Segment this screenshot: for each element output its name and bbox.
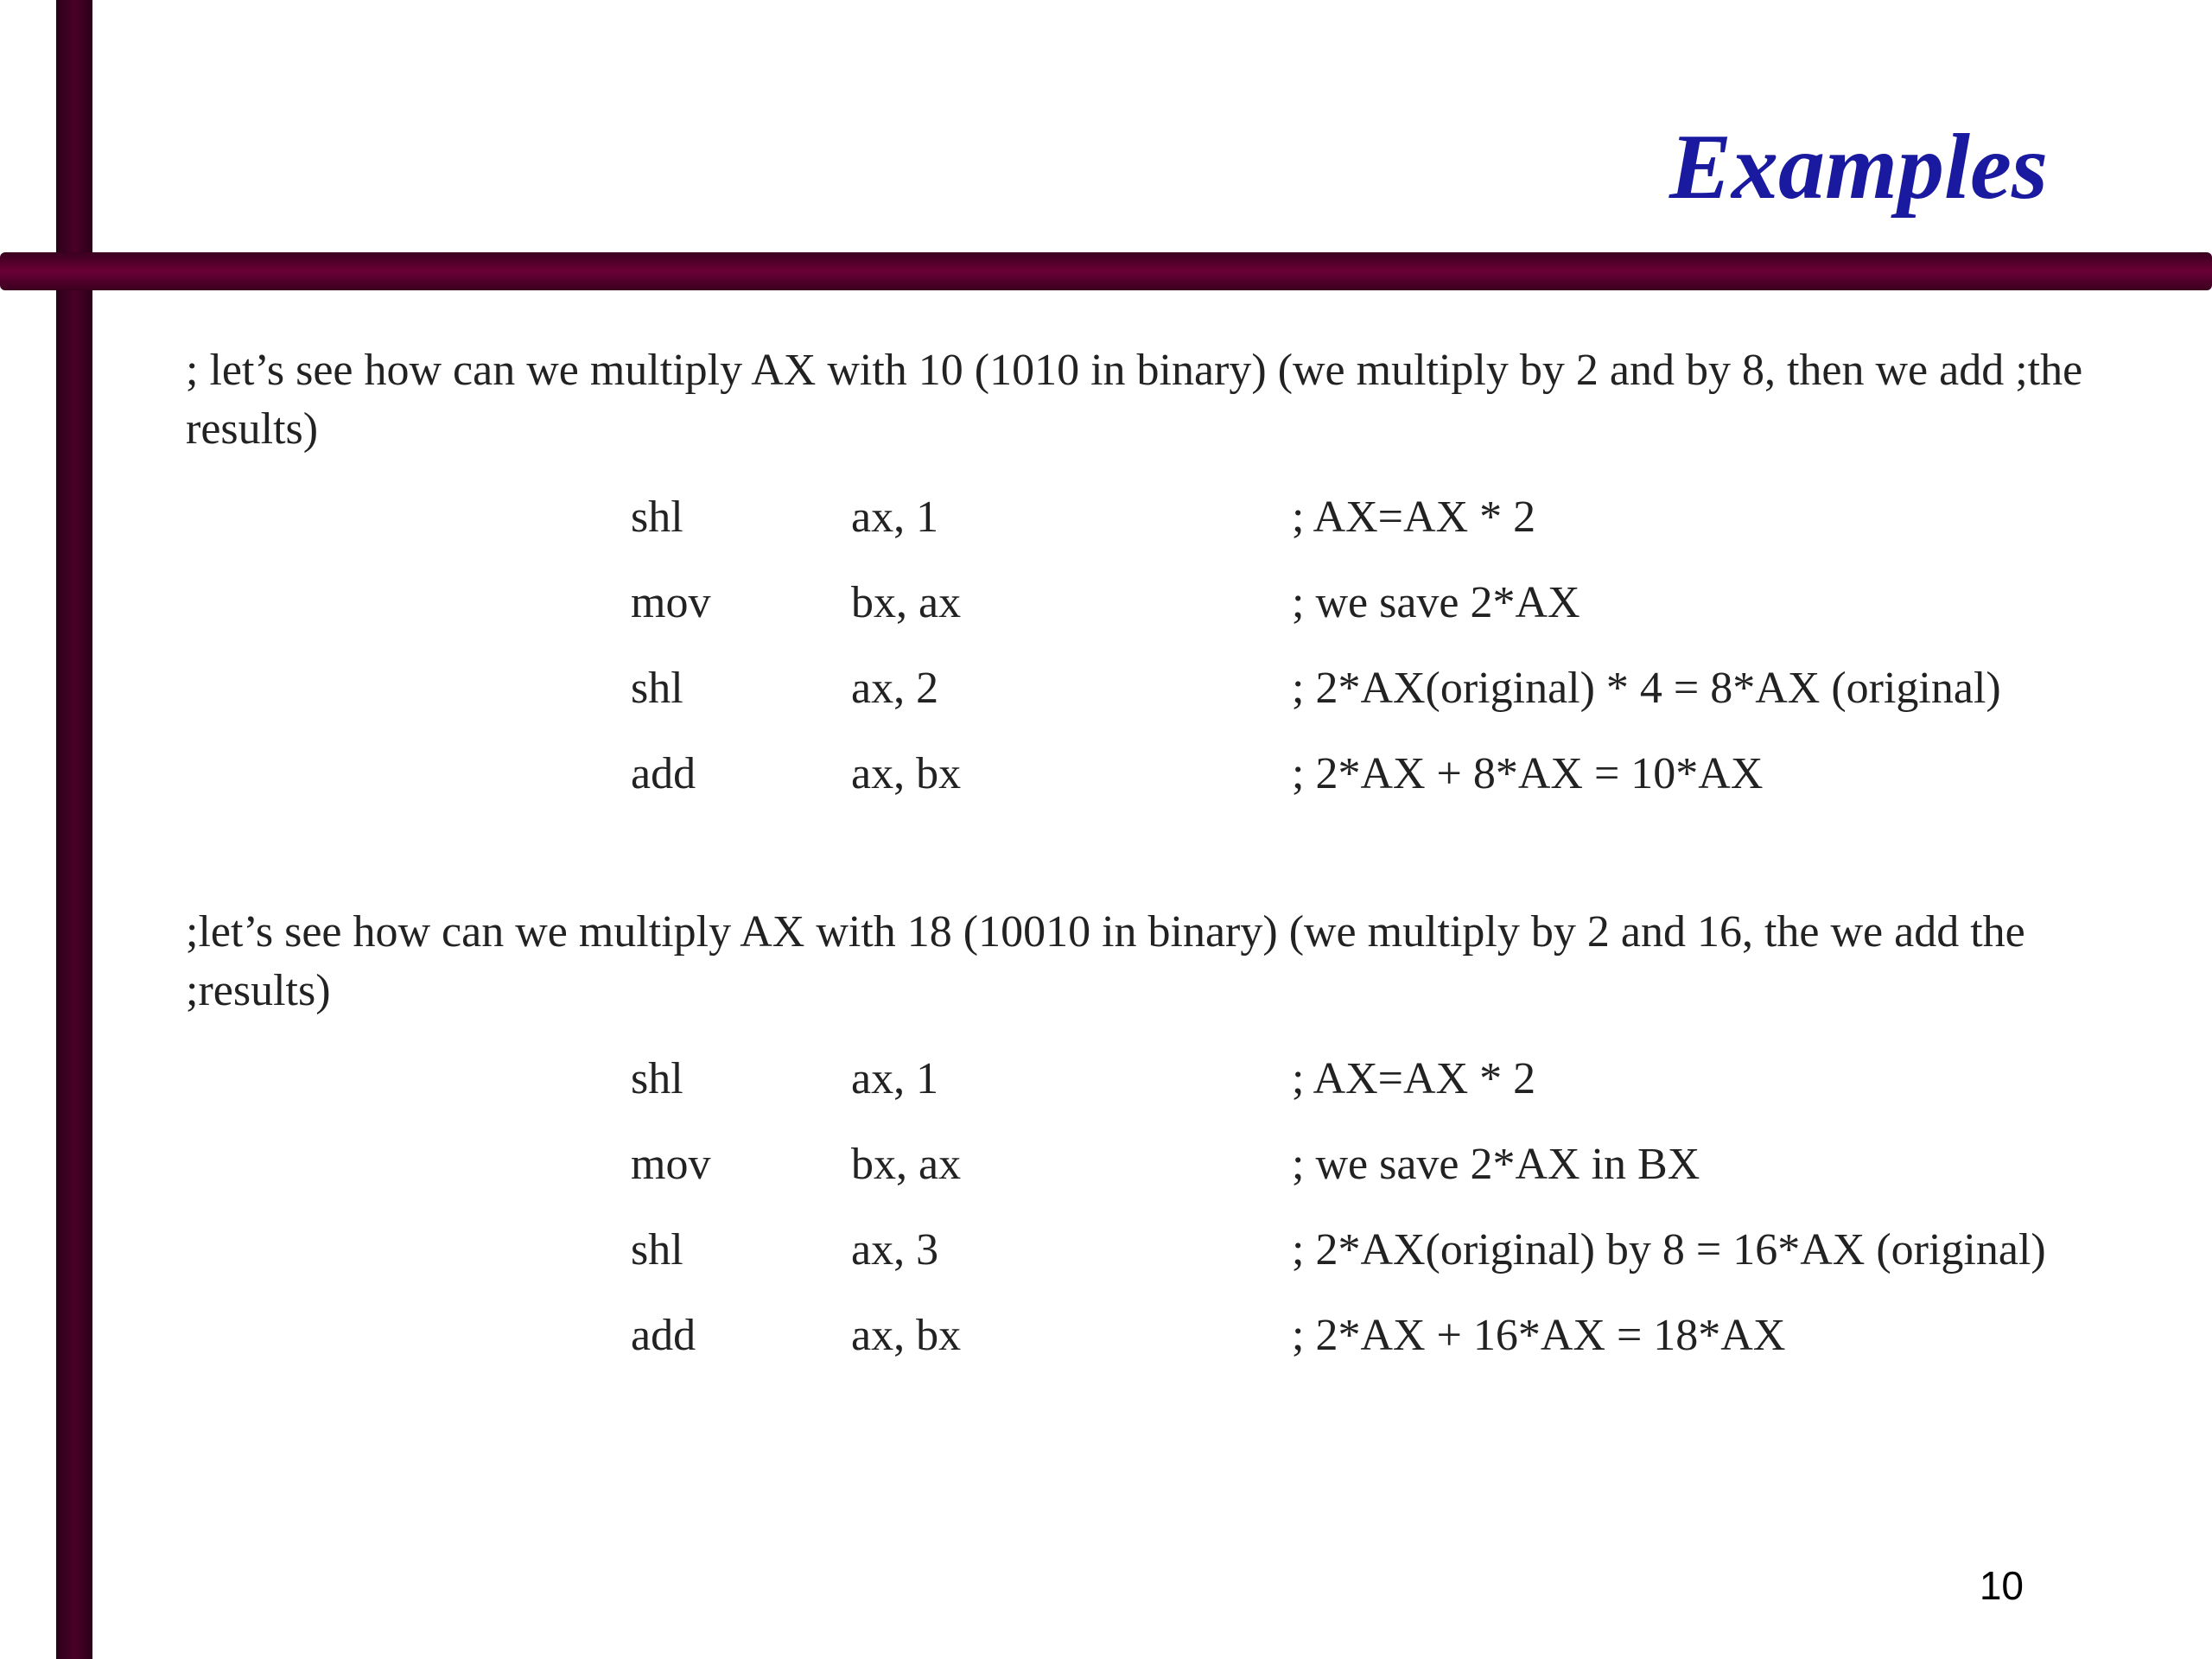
example-section-1 xyxy=(186,341,2121,817)
code-comment: ; AX=AX * 2 xyxy=(1292,1054,1536,1103)
code-line xyxy=(631,1122,2121,1207)
code-instruction: mov xyxy=(631,1140,711,1189)
code-operands: bx, ax xyxy=(851,1140,962,1189)
code-operands: ax, bx xyxy=(851,749,962,798)
code-comment: ; 2*AX + 8*AX = 10*AX xyxy=(1292,749,1764,798)
code-comment: ; 2*AX(original) * 4 = 8*AX (original) xyxy=(1292,664,2001,713)
code-comment: ; 2*AX + 16*AX = 18*AX xyxy=(1292,1311,1786,1360)
code-operands: ax, 3 xyxy=(851,1225,939,1274)
code-line xyxy=(631,560,2121,645)
code-line xyxy=(631,474,2121,560)
code-comment: ; 2*AX(original) by 8 = 16*AX (original) xyxy=(1292,1225,2046,1274)
code-operands: ax, bx xyxy=(851,1311,962,1360)
code-operands: ax, 1 xyxy=(851,1054,939,1103)
code-line xyxy=(631,1293,2121,1378)
code-line xyxy=(631,1207,2121,1293)
code-instruction: shl xyxy=(631,493,683,542)
code-line xyxy=(631,645,2121,731)
example-section-2 xyxy=(186,903,2121,1378)
code-block xyxy=(631,1036,2121,1378)
code-operands: ax, 2 xyxy=(851,664,939,713)
code-comment: ; we save 2*AX xyxy=(1292,578,1580,627)
code-line xyxy=(631,731,2121,817)
horizontal-accent-bar xyxy=(0,252,2212,290)
code-instruction: shl xyxy=(631,1225,683,1274)
code-line xyxy=(631,1036,2121,1122)
example-intro: ; let’s see how can we multiply AX with 10 (1010 in binary) (we multiply by 2 and by 8, then we add ;the results) xyxy=(186,346,2083,454)
code-operands: bx, ax xyxy=(851,578,962,627)
page-number: 10 xyxy=(1979,1563,2024,1608)
slide-content xyxy=(186,341,2121,1378)
code-comment: ; AX=AX * 2 xyxy=(1292,493,1536,542)
code-instruction: shl xyxy=(631,1054,683,1103)
code-instruction: add xyxy=(631,749,696,798)
code-operands: ax, 1 xyxy=(851,493,939,542)
code-block xyxy=(631,474,2121,817)
code-instruction: add xyxy=(631,1311,696,1360)
example-intro: ;let’s see how can we multiply AX with 18 (10010 in binary) (we multiply by 2 and 16, the we add the ;results) xyxy=(186,907,2025,1015)
code-instruction: shl xyxy=(631,664,683,713)
code-comment: ; we save 2*AX in BX xyxy=(1292,1140,1700,1189)
code-instruction: mov xyxy=(631,578,711,627)
vertical-accent-bar xyxy=(56,0,92,1659)
slide-title: Examples xyxy=(1669,116,2048,219)
